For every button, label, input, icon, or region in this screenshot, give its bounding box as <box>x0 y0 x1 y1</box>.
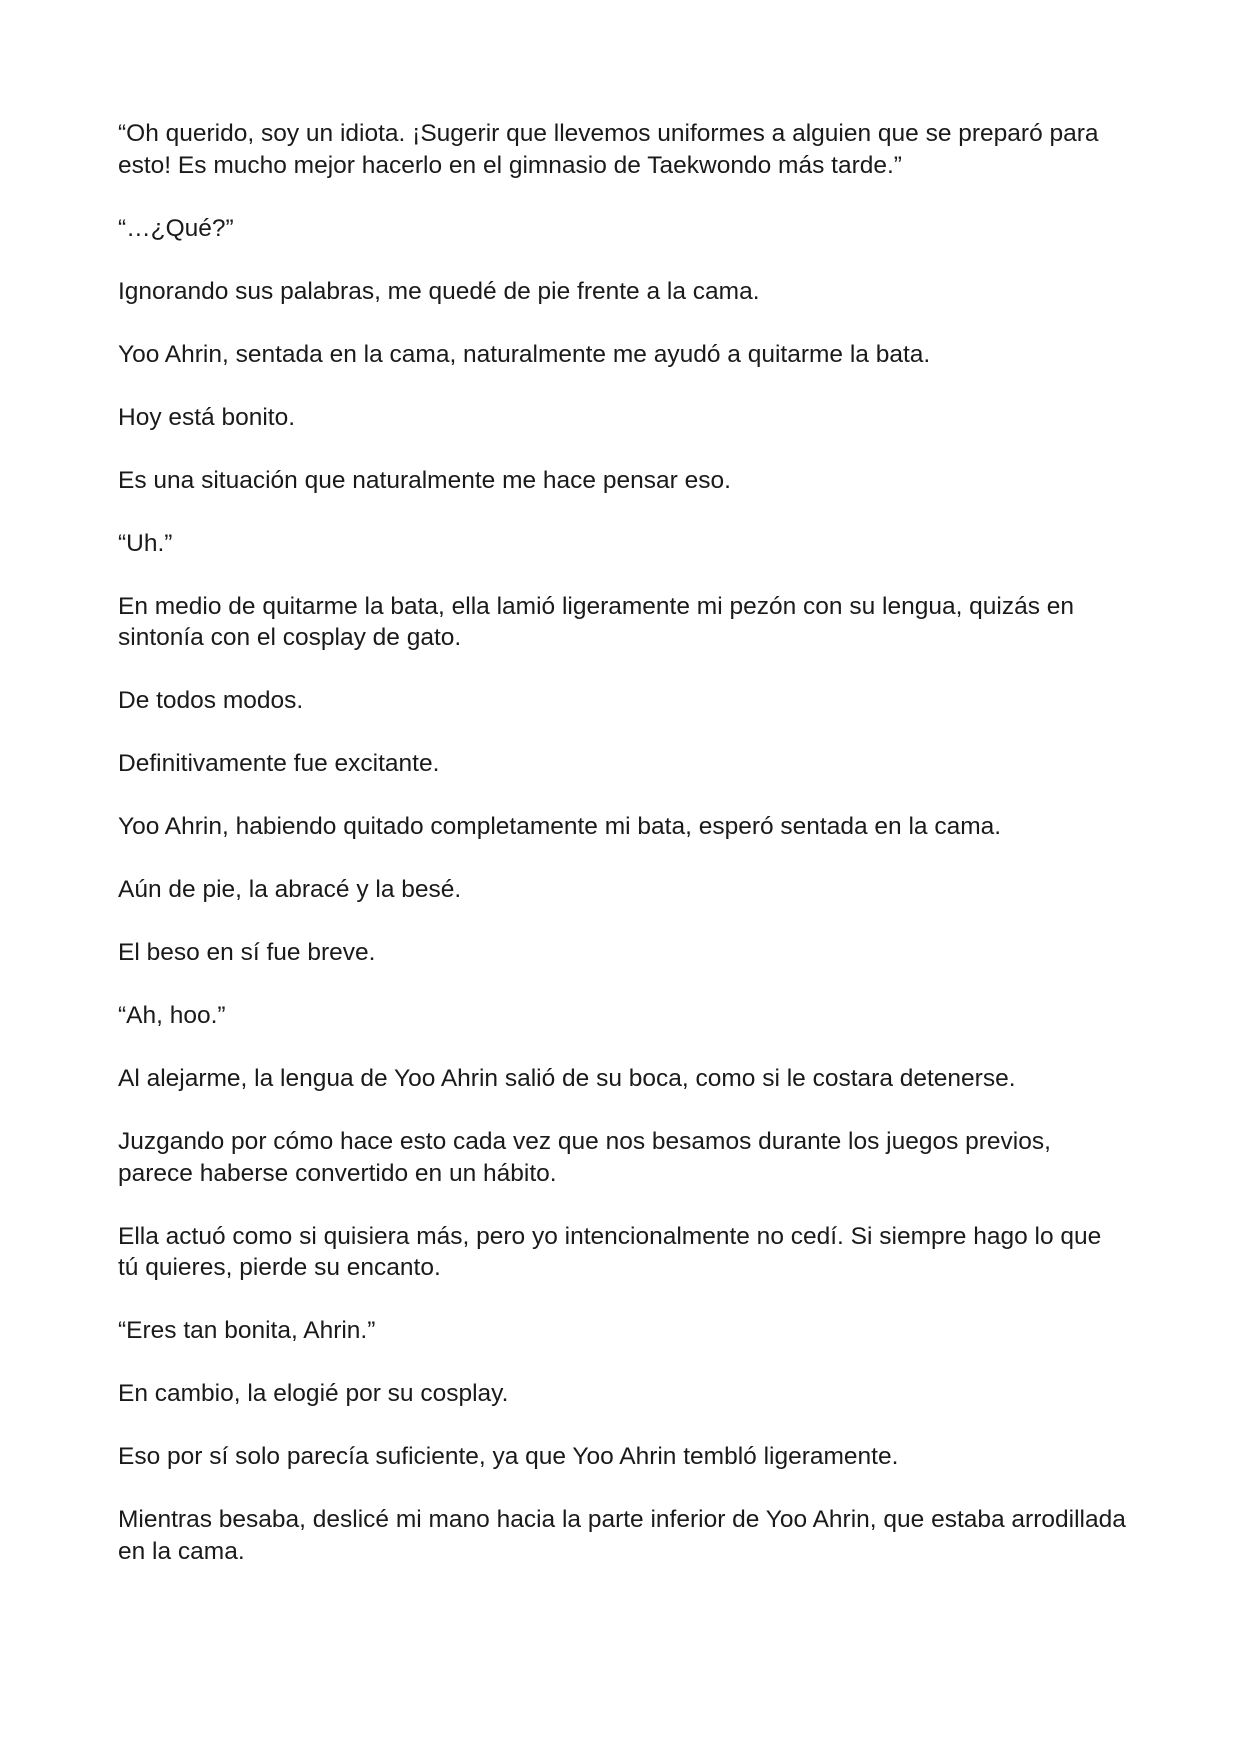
paragraph: Es una situación que naturalmente me hace pensar eso. <box>118 466 731 494</box>
paragraph: Yoo Ahrin, habiendo quitado completamente mi bata, esperó sentada en la cama. <box>118 813 1002 840</box>
paragraph: De todos modos. <box>118 687 304 714</box>
paragraph: “Oh querido, soy un idiota. ¡Sugerir que llevemos uniformes a alguien que se preparó para esto! Es mucho mejor hacerlo en el gimnasio de Taekwondo más tarde.” <box>118 120 1099 179</box>
paragraph: “Uh.” <box>118 529 173 557</box>
paragraph: Ella actuó como si quisiera más, pero yo intencionalmente no cedí. Si siempre hago lo que tú quieres, pierde su encanto. <box>118 1222 1102 1281</box>
paragraph: Hoy está bonito. <box>118 403 296 431</box>
paragraph: Al alejarme, la lengua de Yoo Ahrin salió de su boca, como si le costara detenerse. <box>118 1065 1016 1092</box>
paragraph: Eso por sí solo parecía suficiente, ya que Yoo Ahrin tembló ligeramente. <box>118 1443 899 1470</box>
paragraph: En cambio, la elogié por su cosplay. <box>118 1380 509 1407</box>
paragraph: “Ah, hoo.” <box>118 1002 226 1029</box>
paragraph: El beso en sí fue breve. <box>118 939 376 966</box>
paragraph: “…¿Qué?” <box>118 214 234 242</box>
paragraph: Juzgando por cómo hace esto cada vez que nos besamos durante los juegos previos, parece haberse convertido en un hábito. <box>118 1128 1051 1187</box>
paragraph: Mientras besaba, deslicé mi mano hacia la parte inferior de Yoo Ahrin, que estaba arrodillada en la cama. <box>118 1506 1126 1565</box>
document-body <box>118 118 1128 1599</box>
paragraph: “Eres tan bonita, Ahrin.” <box>118 1317 376 1344</box>
paragraph: Definitivamente fue excitante. <box>118 750 440 777</box>
paragraph: En medio de quitarme la bata, ella lamió ligeramente mi pezón con su lengua, quizás en sintonía con el cosplay de gato. <box>118 592 1075 651</box>
paragraph: Ignorando sus palabras, me quedé de pie frente a la cama. <box>118 277 760 305</box>
paragraph: Aún de pie, la abracé y la besé. <box>118 876 462 903</box>
paragraph: Yoo Ahrin, sentada en la cama, naturalmente me ayudó a quitarme la bata. <box>118 340 931 368</box>
